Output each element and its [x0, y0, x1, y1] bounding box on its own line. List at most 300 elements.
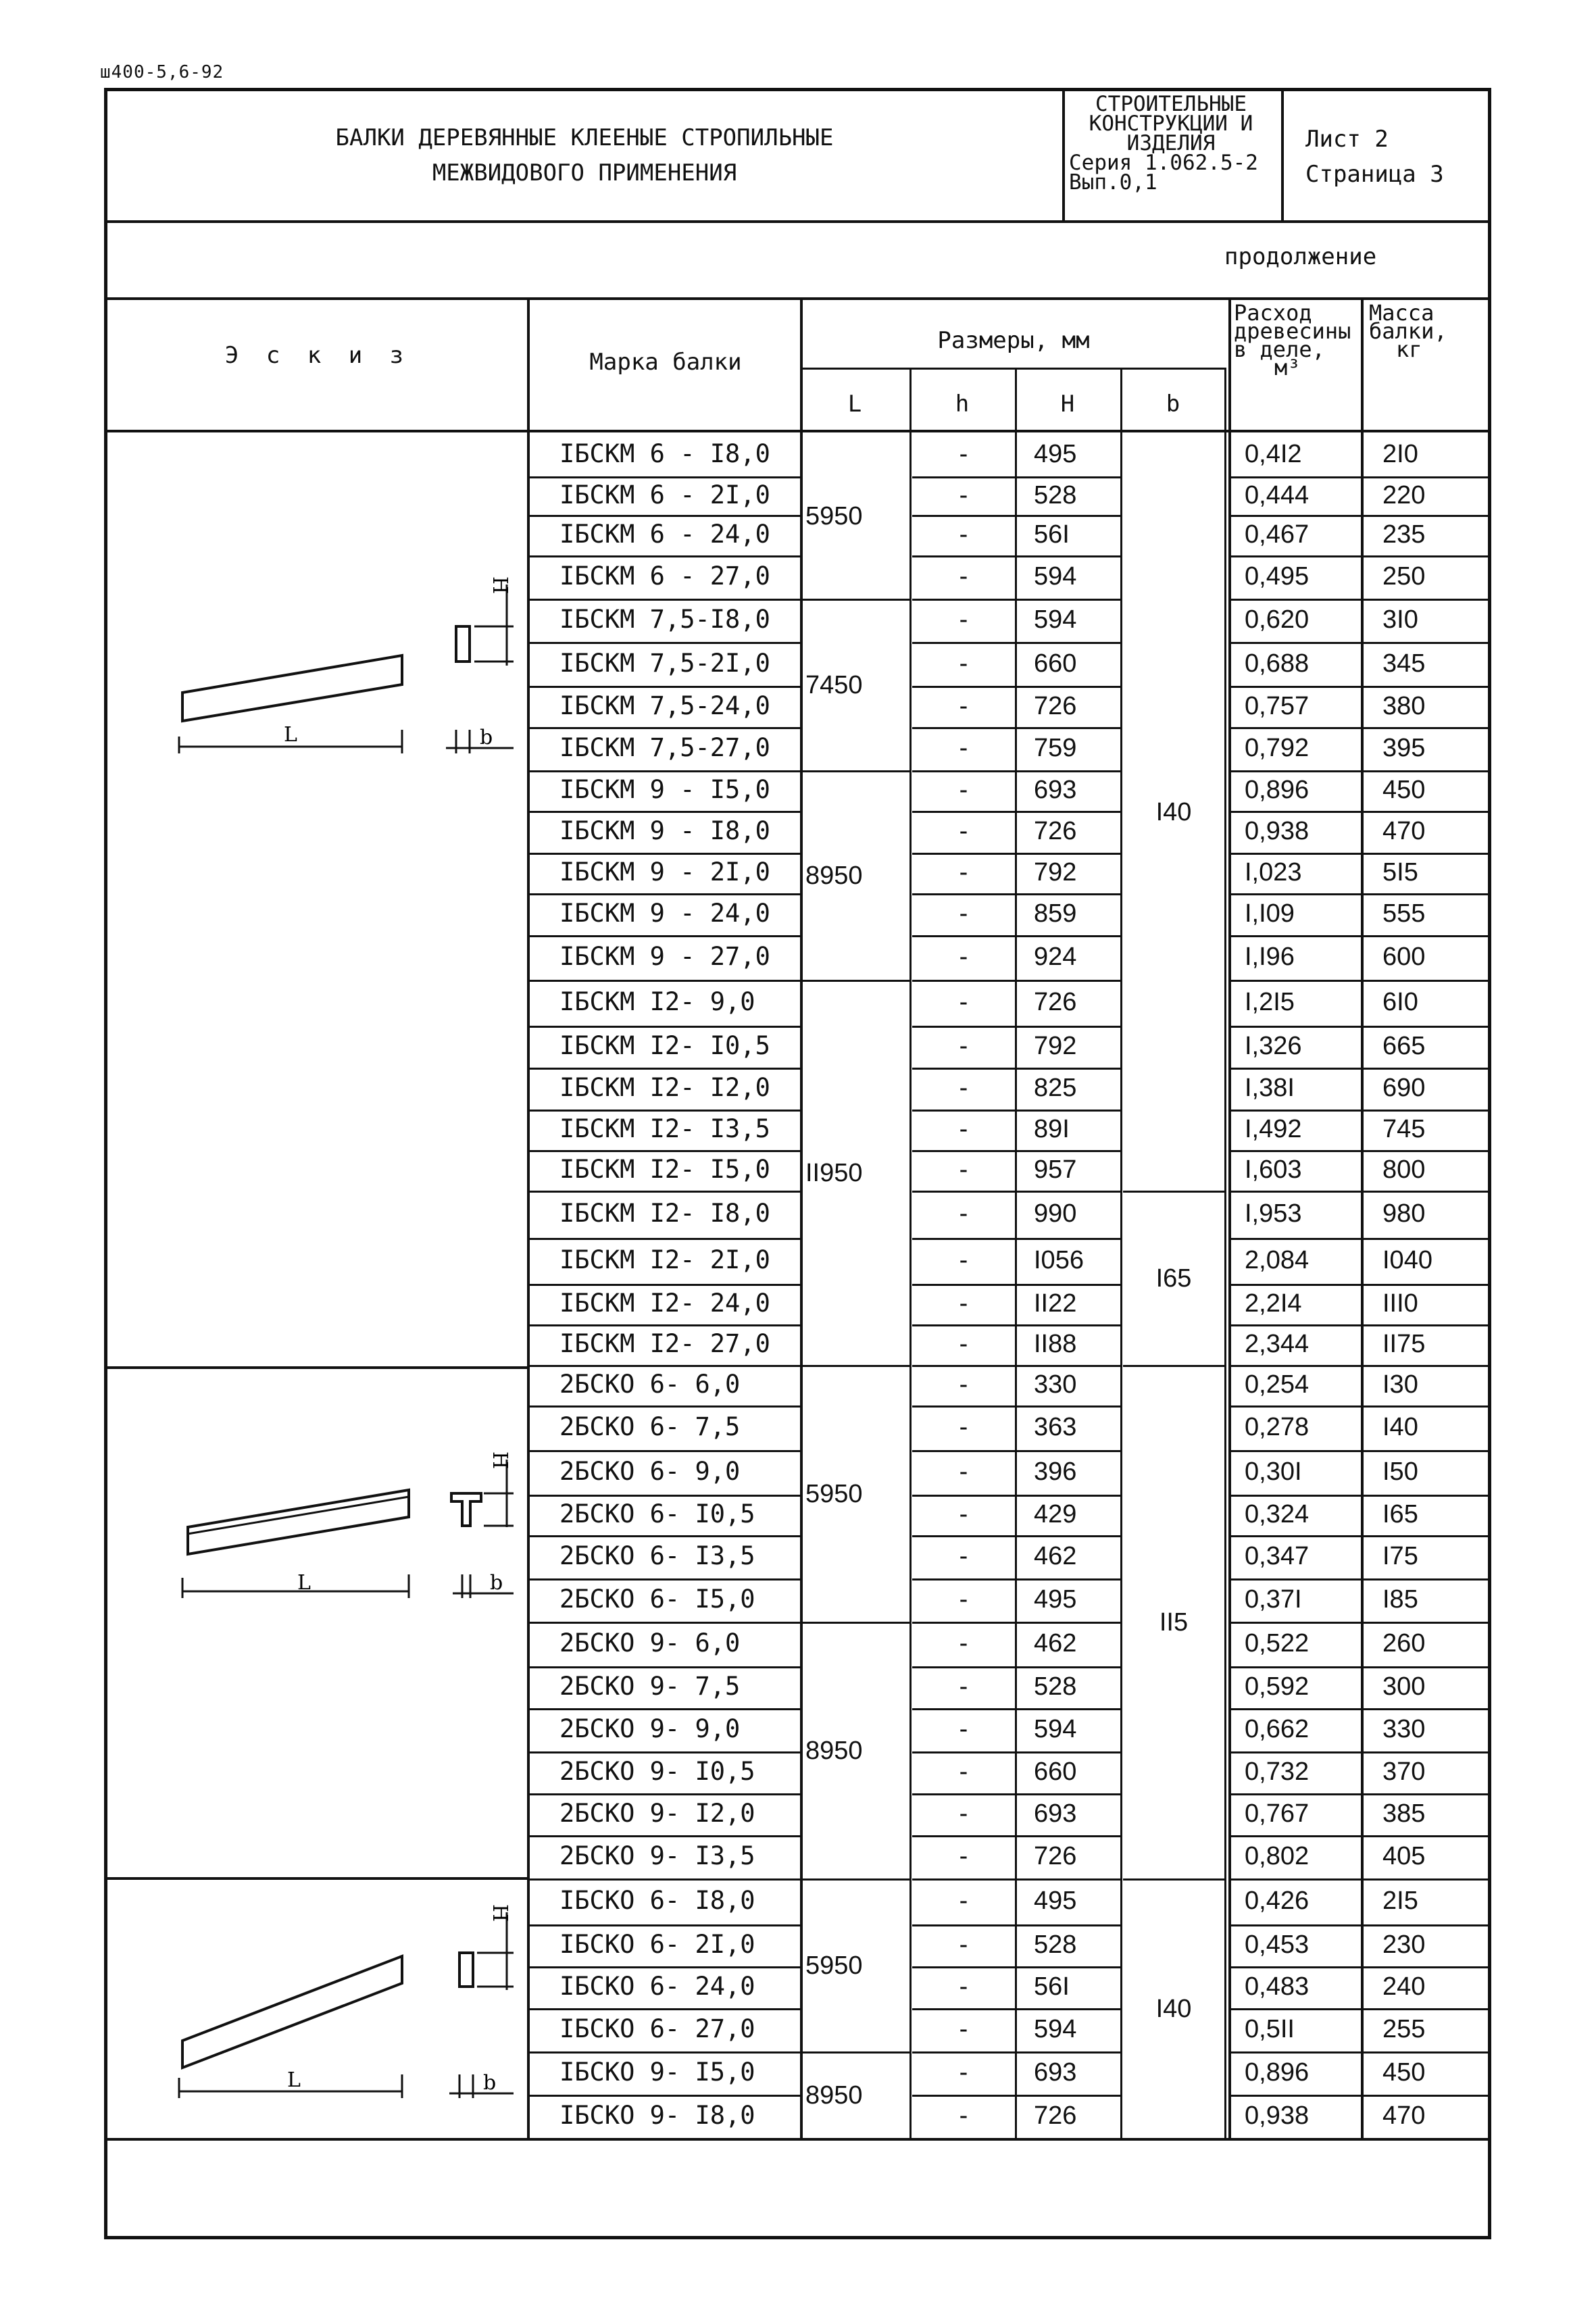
H-value: I056	[1034, 1246, 1084, 1274]
row-line-mark	[530, 1110, 800, 1112]
row-line-values	[1231, 853, 1489, 855]
row-line-dims	[912, 2008, 1120, 2010]
title-bottom-line	[105, 220, 1489, 223]
header-wood-volume	[1234, 300, 1362, 380]
row-line-mark	[530, 476, 800, 478]
mass-value: 250	[1382, 562, 1426, 591]
beam-mark: IБСКМ 7,5-27,0	[559, 733, 770, 762]
h-value: -	[959, 605, 968, 634]
H-value: 726	[1034, 817, 1077, 845]
dim-column-line-0	[909, 368, 912, 2138]
mass-value: 555	[1382, 899, 1426, 928]
row-line-dims	[912, 1238, 1120, 1240]
row-line-dims	[912, 1793, 1120, 1795]
row-line-values	[1231, 1495, 1489, 1497]
row-line-values	[1231, 515, 1489, 517]
row-line-dims	[912, 1365, 1120, 1367]
document-code: ш400-5,6-92	[100, 62, 224, 82]
header-dims-divider	[803, 368, 1226, 370]
row-line-mark	[530, 1365, 800, 1367]
wood-volume-value: I,2I5	[1245, 988, 1295, 1016]
h-value: -	[959, 1842, 968, 1870]
wood-volume-value: 0,767	[1245, 1799, 1310, 1828]
row-line-values	[1231, 1450, 1489, 1452]
continuation-label: продолжение	[1224, 243, 1377, 270]
header-mass-line-1: Масса	[1369, 300, 1435, 326]
L-group-line	[803, 2051, 909, 2053]
mass-value: 450	[1382, 2058, 1426, 2087]
h-value: -	[959, 1246, 968, 1274]
H-value: 330	[1034, 1370, 1077, 1399]
mass-value: I50	[1382, 1458, 1418, 1486]
title-line-2: МЕЖВИДОВОГО ПРИМЕНЕНИЯ	[432, 159, 737, 186]
H-value: 660	[1034, 1758, 1077, 1786]
wood-volume-value: 0,347	[1245, 1542, 1310, 1570]
h-value: -	[959, 1074, 968, 1102]
header-h: h	[955, 391, 970, 418]
column-line-0	[527, 297, 530, 2138]
wood-volume-value: 0,37I	[1245, 1585, 1302, 1614]
h-value: -	[959, 776, 968, 804]
wood-volume-value: 0,467	[1245, 520, 1310, 549]
row-line-dims	[912, 1622, 1120, 1624]
row-line-dims	[912, 2051, 1120, 2053]
row-line-dims	[912, 1924, 1120, 1926]
beam-mark: IБСКМ 6 - 27,0	[559, 562, 770, 591]
h-value: -	[959, 1972, 968, 2001]
row-line-mark	[530, 1191, 800, 1193]
beam-mark: IБСКО 6- 2I,0	[559, 1930, 755, 1959]
mass-value: 665	[1382, 1032, 1426, 1060]
row-line-mark	[530, 1238, 800, 1240]
row-line-values	[1231, 1793, 1489, 1795]
row-line-values	[1231, 770, 1489, 772]
mass-value: 235	[1382, 520, 1426, 549]
row-line-values	[1231, 811, 1489, 813]
row-line-mark	[530, 686, 800, 688]
row-line-mark	[530, 1284, 800, 1286]
sketch-tee-beam-drawing	[169, 1426, 520, 1622]
L-value: 5950	[805, 502, 863, 530]
beam-mark: IБСКМ 9 - 24,0	[559, 899, 770, 928]
h-value: -	[959, 1413, 968, 1441]
sketch-2-b-label: b	[490, 1571, 503, 1595]
wood-volume-value: 0,732	[1245, 1758, 1310, 1786]
H-value: 957	[1034, 1155, 1077, 1184]
dim-column-line-1	[1015, 368, 1017, 2138]
row-line-mark	[530, 1835, 800, 1837]
beam-mark: IБСКМ I2- I5,0	[559, 1155, 770, 1184]
row-line-values	[1231, 1284, 1489, 1286]
beam-mark: IБСКМ 9 - 27,0	[559, 942, 770, 971]
wood-volume-value: 0,426	[1245, 1887, 1310, 1915]
beam-mark: 2БСКО 9- 6,0	[559, 1628, 741, 1658]
b-value: I40	[1155, 1995, 1192, 2023]
h-value: -	[959, 520, 968, 549]
H-value: 594	[1034, 605, 1077, 634]
row-line-values	[1231, 980, 1489, 982]
row-line-values	[1231, 1622, 1489, 1624]
mass-value: 5I5	[1382, 858, 1418, 887]
h-value: -	[959, 858, 968, 887]
wood-volume-value: 0,792	[1245, 734, 1310, 762]
b-value: II5	[1159, 1608, 1189, 1637]
dim-column-line-3	[1224, 368, 1226, 2138]
row-line-dims	[912, 1110, 1120, 1112]
H-value: 825	[1034, 1074, 1077, 1102]
h-value: -	[959, 1500, 968, 1528]
beam-mark: IБСКМ 7,5-24,0	[559, 691, 770, 720]
H-value: 660	[1034, 649, 1077, 678]
beam-mark: IБСКМ I2- 27,0	[559, 1329, 770, 1358]
beam-mark: 2БСКО 9- I0,5	[559, 1757, 755, 1786]
row-line-mark	[530, 642, 800, 644]
h-value: -	[959, 562, 968, 591]
beam-mark: IБСКО 9- I5,0	[559, 2058, 755, 2087]
row-line-dims	[912, 1495, 1120, 1497]
wood-volume-value: 0,662	[1245, 1715, 1310, 1743]
series-line-2: КОНСТРУКЦИИ И	[1089, 111, 1253, 136]
row-line-dims	[912, 1708, 1120, 1710]
L-group-line	[803, 599, 909, 601]
L-value: II950	[805, 1159, 863, 1187]
wood-volume-value: 0,444	[1245, 480, 1310, 509]
wood-volume-value: 2,344	[1245, 1330, 1310, 1358]
row-line-values	[1231, 1578, 1489, 1580]
header-volume-line-3: в деле,	[1234, 337, 1325, 362]
wood-volume-value: 0,757	[1245, 691, 1310, 720]
H-value: 528	[1034, 1931, 1077, 1959]
mass-value: 405	[1382, 1842, 1426, 1870]
sketch-3-L-label: L	[287, 2068, 301, 2092]
row-line-values	[1231, 1365, 1489, 1367]
wood-volume-value: I,I09	[1245, 899, 1295, 928]
sketch-3-H-label: H	[488, 1904, 512, 1922]
mass-value: 600	[1382, 943, 1426, 971]
beam-mark: IБСКМ 6 - I8,0	[559, 439, 770, 468]
mass-value: I65	[1382, 1500, 1418, 1528]
row-line-mark	[530, 1150, 800, 1152]
row-line-values	[1231, 1666, 1489, 1668]
h-value: -	[959, 1330, 968, 1358]
h-value: -	[959, 480, 968, 509]
h-value: -	[959, 734, 968, 762]
wood-volume-value: 0,5II	[1245, 2015, 1295, 2043]
h-value: -	[959, 2015, 968, 2043]
row-line-mark	[530, 1793, 800, 1795]
header-volume-line-2: древесины	[1234, 318, 1351, 344]
beam-mark: IБСКМ I2- 9,0	[559, 987, 755, 1016]
row-line-values	[1231, 1026, 1489, 1028]
mass-value: I75	[1382, 1542, 1418, 1570]
mass-value: 3I0	[1382, 605, 1418, 634]
beam-mark: IБСКМ 7,5-I8,0	[559, 605, 770, 634]
H-value: 594	[1034, 2015, 1077, 2043]
wood-volume-value: 0,278	[1245, 1413, 1310, 1441]
row-line-mark	[530, 980, 800, 982]
L-value: 8950	[805, 862, 863, 890]
row-line-mark	[530, 555, 800, 557]
H-value: 693	[1034, 1799, 1077, 1828]
h-value: -	[959, 1199, 968, 1228]
L-value: 5950	[805, 1480, 863, 1508]
L-group-line	[803, 770, 909, 772]
mass-value: 345	[1382, 649, 1426, 678]
sheet-block	[1285, 122, 1508, 192]
h-value: -	[959, 2101, 968, 2130]
H-value: 693	[1034, 776, 1077, 804]
row-line-dims	[912, 1284, 1120, 1286]
row-line-dims	[912, 1578, 1120, 1580]
L-value: 8950	[805, 2081, 863, 2110]
h-value: -	[959, 1715, 968, 1743]
sketch-2-L-label: L	[297, 1571, 311, 1595]
row-line-values	[1231, 893, 1489, 895]
mass-value: III0	[1382, 1289, 1418, 1318]
row-line-values	[1231, 2008, 1489, 2010]
row-line-values	[1231, 1068, 1489, 1070]
row-line-mark	[530, 1751, 800, 1753]
h-value: -	[959, 1542, 968, 1570]
mass-value: 300	[1382, 1672, 1426, 1701]
row-line-dims	[912, 1026, 1120, 1028]
row-line-dims	[912, 1878, 1120, 1881]
h-value: -	[959, 439, 968, 468]
H-value: 693	[1034, 2058, 1077, 2087]
H-value: 792	[1034, 1032, 1077, 1060]
H-value: 462	[1034, 1629, 1077, 1658]
row-line-dims	[912, 686, 1120, 688]
H-value: 495	[1034, 1585, 1077, 1614]
b-value: I40	[1155, 798, 1192, 826]
beam-mark: 2БСКО 9- 7,5	[559, 1672, 741, 1701]
series-block	[1066, 92, 1276, 195]
mass-value: 380	[1382, 691, 1426, 720]
mass-value: 450	[1382, 776, 1426, 804]
H-value: 792	[1034, 858, 1077, 887]
row-line-mark	[530, 935, 800, 937]
h-value: -	[959, 988, 968, 1016]
column-line-2	[1228, 297, 1231, 2138]
beam-mark: IБСКМ 9 - 2I,0	[559, 857, 770, 887]
mass-value: 6I0	[1382, 988, 1418, 1016]
header-mass-line-2: балки,	[1369, 318, 1447, 344]
row-line-values	[1231, 1405, 1489, 1408]
row-line-values	[1231, 1238, 1489, 1240]
header-mass-line-3: кг	[1396, 337, 1422, 362]
row-line-values	[1231, 1110, 1489, 1112]
row-line-values	[1231, 1708, 1489, 1710]
row-line-dims	[912, 1191, 1120, 1193]
L-value: 7450	[805, 671, 863, 699]
wood-volume-value: 0,802	[1245, 1842, 1310, 1870]
beam-mark: IБСКО 9- I8,0	[559, 2101, 755, 2130]
mass-value: I85	[1382, 1585, 1418, 1614]
H-value: 56I	[1034, 520, 1070, 549]
H-value: 56I	[1034, 1972, 1070, 2001]
H-value: II88	[1034, 1330, 1077, 1358]
row-line-mark	[530, 1405, 800, 1408]
beam-mark: IБСКО 6- 24,0	[559, 1972, 755, 2001]
wood-volume-value: 0,495	[1245, 562, 1310, 591]
row-line-dims	[912, 1751, 1120, 1753]
row-line-values	[1231, 555, 1489, 557]
row-line-dims	[912, 599, 1120, 601]
b-group-line	[1123, 1191, 1224, 1193]
mass-value: 980	[1382, 1199, 1426, 1228]
row-line-dims	[912, 642, 1120, 644]
row-line-mark	[530, 727, 800, 729]
page-number: Страница 3	[1305, 161, 1444, 188]
beam-mark: IБСКМ I2- I8,0	[559, 1199, 770, 1228]
header-L: L	[847, 391, 862, 418]
row-line-dims	[912, 770, 1120, 772]
h-value: -	[959, 2058, 968, 2087]
column-line-3	[1361, 297, 1364, 2138]
row-line-values	[1231, 1751, 1489, 1753]
row-line-values	[1231, 1878, 1489, 1881]
h-value: -	[959, 649, 968, 678]
sketch-3-b-label: b	[483, 2071, 497, 2095]
wood-volume-value: 0,938	[1245, 2101, 1310, 2130]
wood-volume-value: 0,254	[1245, 1370, 1310, 1399]
row-line-values	[1231, 1835, 1489, 1837]
row-line-dims	[912, 1405, 1120, 1408]
row-line-values	[1231, 1191, 1489, 1193]
h-value: -	[959, 899, 968, 928]
row-line-dims	[912, 811, 1120, 813]
row-line-mark	[530, 1324, 800, 1326]
L-value: 8950	[805, 1737, 863, 1765]
row-line-dims	[912, 1150, 1120, 1152]
H-value: 759	[1034, 734, 1077, 762]
wood-volume-value: 0,453	[1245, 1931, 1310, 1959]
row-line-values	[1231, 727, 1489, 729]
H-value: 859	[1034, 899, 1077, 928]
sketch-1-H-label: H	[488, 576, 512, 595]
wood-volume-value: 0,324	[1245, 1500, 1310, 1528]
row-line-mark	[530, 853, 800, 855]
wood-volume-value: 0,483	[1245, 1972, 1310, 2001]
b-value: I65	[1155, 1264, 1192, 1293]
title-divider-2	[1281, 89, 1284, 222]
wood-volume-value: 0,522	[1245, 1629, 1310, 1658]
row-line-dims	[912, 2095, 1120, 2097]
sketch-rectangular-beam-2-drawing	[169, 1899, 520, 2101]
beam-mark: IБСКМ I2- 24,0	[559, 1289, 770, 1318]
row-line-mark	[530, 1666, 800, 1668]
beam-mark: IБСКМ 7,5-2I,0	[559, 648, 770, 678]
header-mark: Марка балки	[589, 349, 742, 376]
row-line-mark	[530, 1535, 800, 1537]
row-line-mark	[530, 1966, 800, 1968]
row-line-mark	[530, 515, 800, 517]
row-line-dims	[912, 980, 1120, 982]
beam-mark: IБСКМ I2- I0,5	[559, 1031, 770, 1060]
row-line-dims	[912, 1666, 1120, 1668]
H-value: II22	[1034, 1289, 1077, 1318]
wood-volume-value: 0,30I	[1245, 1458, 1302, 1486]
wood-volume-value: 2,2I4	[1245, 1289, 1302, 1318]
row-line-dims	[912, 515, 1120, 517]
beam-mark: 2БСКО 6- 9,0	[559, 1457, 741, 1486]
mass-value: 745	[1382, 1115, 1426, 1143]
h-value: -	[959, 1672, 968, 1701]
header-b: b	[1166, 391, 1180, 418]
beam-mark: IБСКМ 9 - I8,0	[559, 816, 770, 845]
row-line-dims	[912, 1966, 1120, 1968]
beam-mark: 2БСКО 6- 7,5	[559, 1412, 741, 1441]
header-H: H	[1060, 391, 1075, 418]
header-bottom-line	[105, 430, 1489, 432]
dim-column-line-2	[1120, 368, 1122, 2138]
L-value: 5950	[805, 1951, 863, 1980]
H-value: 396	[1034, 1458, 1077, 1486]
row-line-dims	[912, 727, 1120, 729]
row-line-values	[1231, 1924, 1489, 1926]
h-value: -	[959, 1799, 968, 1828]
L-group-line	[803, 1878, 909, 1881]
mass-value: I40	[1382, 1413, 1418, 1441]
mass-value: 220	[1382, 480, 1426, 509]
H-value: 924	[1034, 943, 1077, 971]
row-line-mark	[530, 1878, 800, 1881]
series-line-3: ИЗДЕЛИЯ	[1126, 131, 1216, 155]
L-group-line	[803, 1622, 909, 1624]
row-line-dims	[912, 853, 1120, 855]
mass-value: 470	[1382, 817, 1426, 845]
beam-mark: IБСКО 6- 27,0	[559, 2014, 755, 2043]
wood-volume-value: 0,592	[1245, 1672, 1310, 1701]
H-value: 363	[1034, 1413, 1077, 1441]
row-line-dims	[912, 1835, 1120, 1837]
H-value: 89I	[1034, 1115, 1070, 1143]
H-value: 726	[1034, 691, 1077, 720]
beam-mark: IБСКО 6- I8,0	[559, 1886, 755, 1915]
sketch-group-line-0	[105, 1366, 530, 1369]
H-value: 495	[1034, 1887, 1077, 1915]
row-line-dims	[912, 476, 1120, 478]
beam-mark: 2БСКО 9- I3,5	[559, 1841, 755, 1870]
row-line-values	[1231, 686, 1489, 688]
h-value: -	[959, 1032, 968, 1060]
H-value: 462	[1034, 1542, 1077, 1570]
row-line-mark	[530, 1450, 800, 1452]
h-value: -	[959, 943, 968, 971]
H-value: 495	[1034, 439, 1077, 468]
header-sketch: Э с к и з	[224, 342, 411, 369]
row-line-values	[1231, 599, 1489, 601]
row-line-values	[1231, 1150, 1489, 1152]
b-group-line	[1123, 1365, 1224, 1367]
column-line-1	[800, 297, 803, 2138]
series-line-1: СТРОИТЕЛЬНЫЕ	[1095, 92, 1247, 116]
H-value: 726	[1034, 988, 1077, 1016]
row-line-mark	[530, 893, 800, 895]
wood-volume-value: 0,938	[1245, 817, 1310, 845]
mass-value: 330	[1382, 1715, 1426, 1743]
row-line-dims	[912, 1324, 1120, 1326]
L-group-line	[803, 1365, 909, 1367]
sketch-tee-beam	[169, 1426, 520, 1622]
mass-value: 230	[1382, 1931, 1426, 1959]
wood-volume-value: I,603	[1245, 1155, 1302, 1184]
h-value: -	[959, 1115, 968, 1143]
row-line-dims	[912, 1535, 1120, 1537]
mass-value: 385	[1382, 1799, 1426, 1828]
row-line-mark	[530, 1026, 800, 1028]
wood-volume-value: 2,084	[1245, 1246, 1310, 1274]
